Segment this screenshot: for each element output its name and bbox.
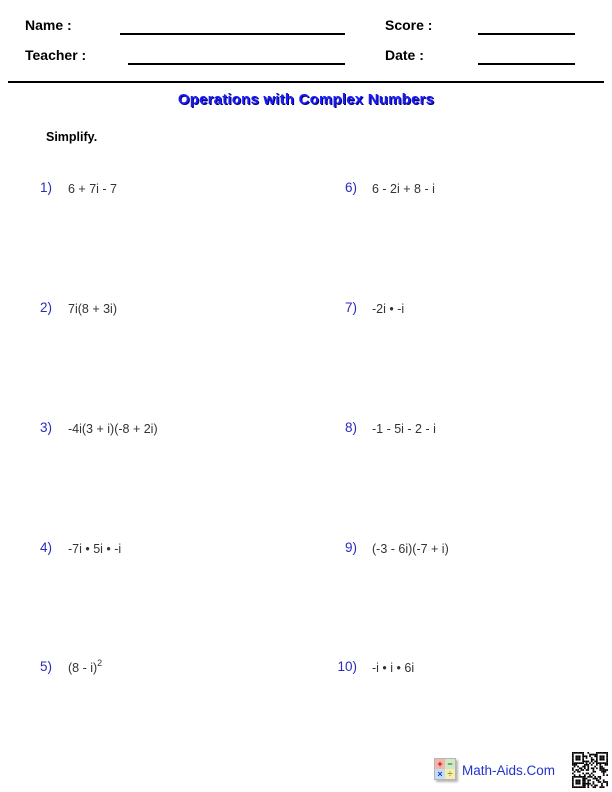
divide-icon: ÷ [445, 769, 455, 779]
page-title: Operations with Complex Numbers [177, 91, 435, 108]
teacher-label: Teacher : [25, 47, 87, 63]
problem-8-number: 8) [344, 420, 357, 435]
problem-2-number: 2) [39, 300, 52, 315]
problem-3-number: 3) [39, 420, 52, 435]
brand-link[interactable]: Math-Aids.Com [462, 763, 556, 778]
problem-10-number: 10) [337, 659, 357, 674]
teacher-blank-line [128, 63, 345, 65]
problem-10-expression: -i • i • 6i [372, 661, 415, 676]
name-blank-line [120, 33, 345, 35]
problem-1-expression: 6 + 7i - 7 [68, 182, 117, 197]
score-label: Score : [385, 17, 433, 33]
problem-8-expression: -1 - 5i - 2 - i [372, 422, 436, 437]
score-blank-line [478, 33, 575, 35]
minus-icon: − [445, 759, 455, 769]
problem-9-number: 9) [344, 540, 357, 555]
header-divider [8, 81, 604, 83]
problem-1-number: 1) [39, 180, 52, 195]
problem-2-expression: 7i(8 + 3i) [68, 302, 117, 317]
date-blank-line [478, 63, 575, 65]
math-aids-logo-icon [434, 758, 456, 780]
instruction-label: Simplify. [46, 130, 98, 144]
problem-4-number: 4) [39, 540, 52, 555]
problem-7-expression: -2i • -i [372, 302, 405, 317]
problem-4-expression: -7i • 5i • -i [68, 542, 122, 557]
problem-6-expression: 6 - 2i + 8 - i [372, 182, 435, 197]
problem-5-expression: (8 - i)$^2$ [68, 658, 103, 676]
plus-icon: + [435, 759, 445, 769]
multiply-icon: × [435, 769, 445, 779]
problem-7-number: 7) [344, 300, 357, 315]
qr-code-icon [572, 752, 608, 788]
name-label: Name : [25, 17, 72, 33]
problem-3-expression: -4i(3 + i)(-8 + 2i) [68, 422, 158, 437]
problem-5-number: 5) [39, 659, 52, 674]
problem-6-number: 6) [344, 180, 357, 195]
problem-9-expression: (-3 - 6i)(-7 + i) [372, 542, 449, 557]
date-label: Date : [385, 47, 424, 63]
